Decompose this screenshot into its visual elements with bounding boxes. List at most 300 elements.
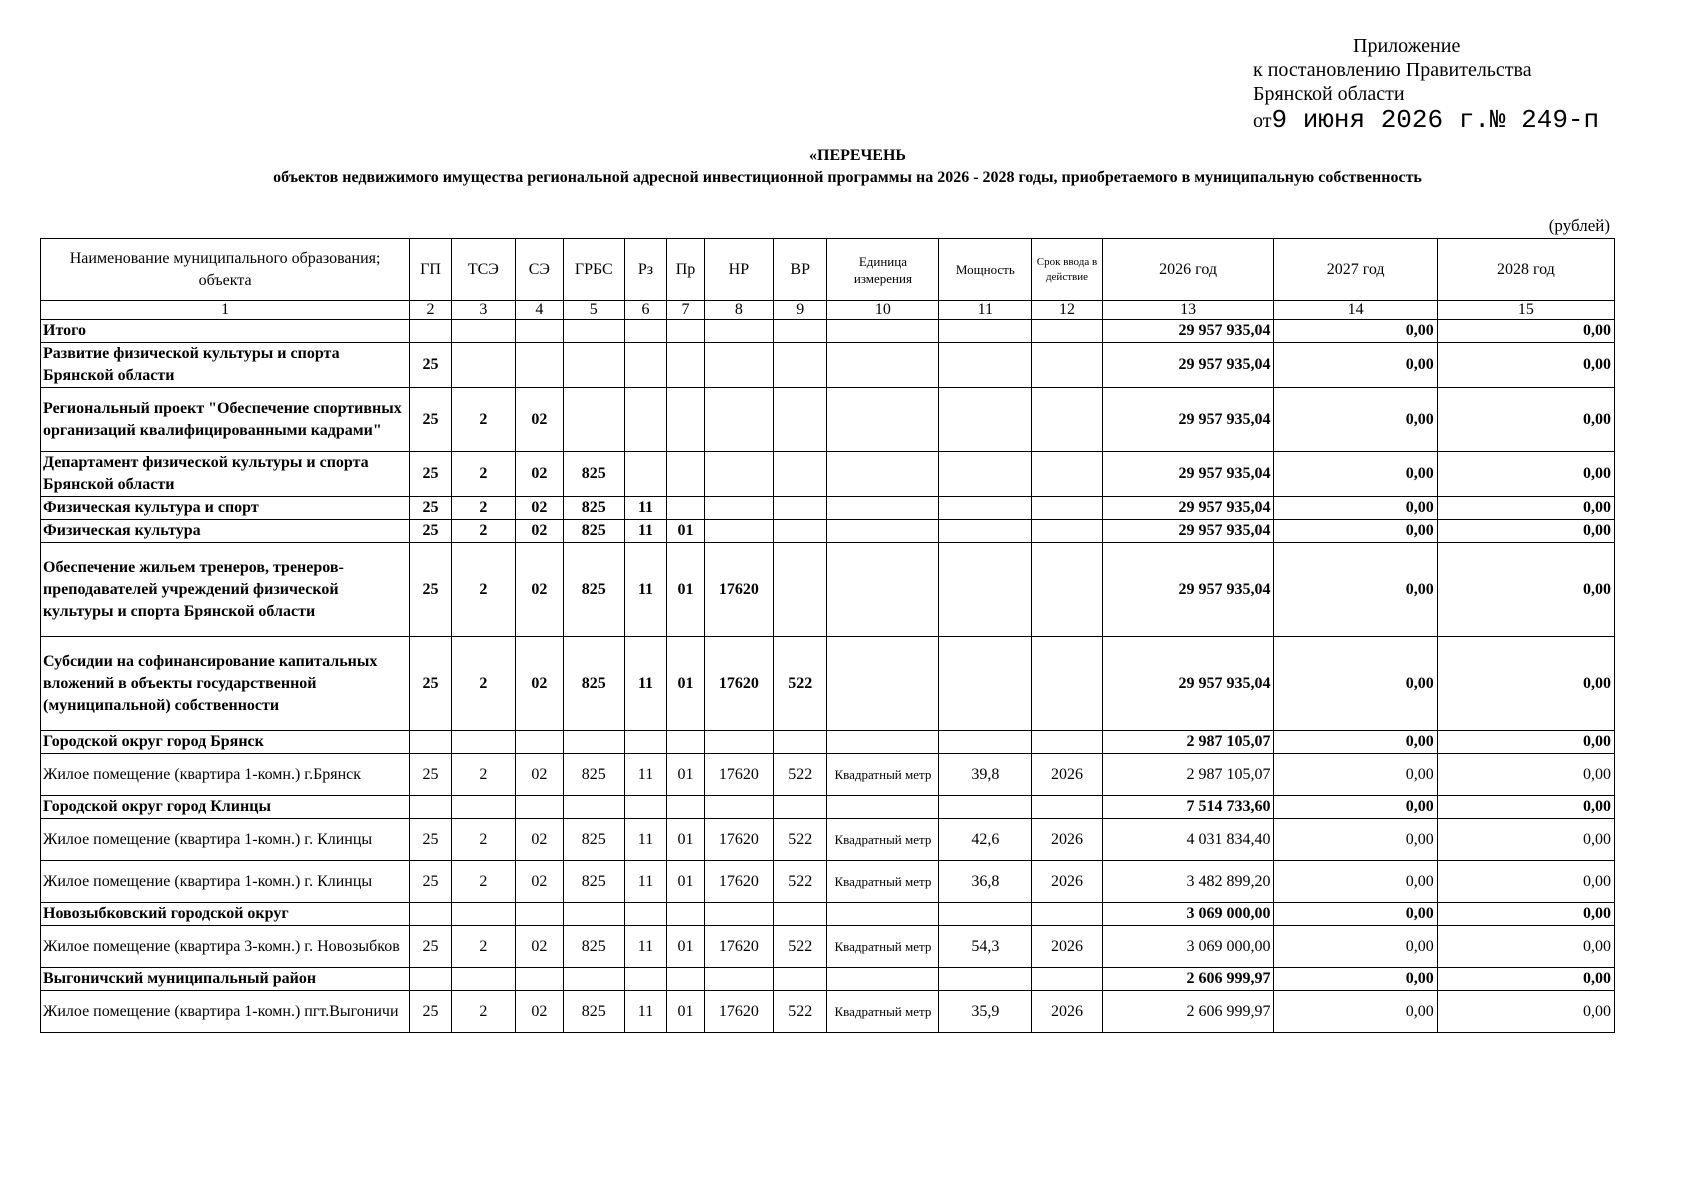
rz-cell: 11	[624, 543, 667, 637]
row-name-cell: Развитие физической культуры и спорта Брянской области	[41, 343, 410, 388]
row-name-cell: Жилое помещение (квартира 3-комн.) г. Новозыбков	[41, 926, 410, 968]
amount-2026-cell: 29 957 935,04	[1102, 497, 1274, 520]
amount-2028-cell: 0,00	[1437, 754, 1614, 796]
row-name-cell: Жилое помещение (квартира 1-комн.) г.Брянск	[41, 754, 410, 796]
amount-2026-cell: 2 987 105,07	[1102, 731, 1274, 754]
grbs-cell: 825	[563, 452, 624, 497]
col-number: 7	[667, 301, 704, 320]
term-cell	[1032, 497, 1102, 520]
grbs-cell: 825	[563, 754, 624, 796]
amount-2027-cell: 0,00	[1274, 452, 1437, 497]
tse-cell	[451, 903, 515, 926]
se-cell	[515, 968, 563, 991]
se-cell	[515, 731, 563, 754]
table-row	[41, 320, 1615, 343]
unit-cell	[827, 543, 939, 637]
col-number: 10	[827, 301, 939, 320]
rz-cell: 11	[624, 520, 667, 543]
pr-cell	[667, 903, 704, 926]
vr-cell	[774, 452, 827, 497]
amount-2028-cell: 0,00	[1437, 796, 1614, 819]
power-cell	[939, 543, 1032, 637]
table-row	[41, 731, 1615, 754]
vr-cell	[774, 320, 827, 343]
investment-table	[40, 238, 1615, 1033]
amount-2026-cell: 3 069 000,00	[1102, 926, 1274, 968]
row-name-cell: Жилое помещение (квартира 1-комн.) г. Клинцы	[41, 819, 410, 861]
term-cell: 2026	[1032, 819, 1102, 861]
row-name-cell: Физическая культура	[41, 520, 410, 543]
document-title	[0, 145, 1695, 189]
header-row	[41, 239, 1615, 301]
title-line-1: «ПЕРЕЧЕНЬ	[809, 147, 906, 164]
amount-2028-cell: 0,00	[1437, 991, 1614, 1033]
order-reference	[1253, 105, 1600, 135]
rz-cell	[624, 796, 667, 819]
term-cell: 2026	[1032, 861, 1102, 903]
grbs-cell: 825	[563, 991, 624, 1033]
vr-cell	[774, 968, 827, 991]
power-cell	[939, 968, 1032, 991]
pr-cell	[667, 320, 704, 343]
amount-2028-cell: 0,00	[1437, 968, 1614, 991]
rz-cell	[624, 320, 667, 343]
power-cell	[939, 731, 1032, 754]
amount-2026-cell: 29 957 935,04	[1102, 343, 1274, 388]
col-number: 5	[563, 301, 624, 320]
nr-cell: 17620	[704, 543, 773, 637]
amount-2028-cell: 0,00	[1437, 819, 1614, 861]
nr-cell	[704, 520, 773, 543]
amount-2026-cell: 29 957 935,04	[1102, 543, 1274, 637]
amount-2026-cell: 29 957 935,04	[1102, 637, 1274, 731]
unit-cell	[827, 968, 939, 991]
rz-cell	[624, 388, 667, 452]
nr-cell	[704, 497, 773, 520]
appendix-line-2: к постановлению Правительства	[1253, 59, 1532, 81]
power-cell: 35,9	[939, 991, 1032, 1033]
grbs-cell	[563, 796, 624, 819]
term-cell	[1032, 520, 1102, 543]
tse-cell: 2	[451, 754, 515, 796]
power-cell	[939, 520, 1032, 543]
unit-cell: Квадратный метр	[827, 926, 939, 968]
amount-2027-cell: 0,00	[1274, 388, 1437, 452]
pr-cell	[667, 343, 704, 388]
row-name-cell: Обеспечение жильем тренеров, тренеров-преподавателей учреждений физической культуры и спорта Брянской области	[41, 543, 410, 637]
unit-cell	[827, 796, 939, 819]
tse-cell	[451, 796, 515, 819]
nr-cell: 17620	[704, 991, 773, 1033]
grbs-cell: 825	[563, 861, 624, 903]
vr-cell	[774, 388, 827, 452]
appendix-line-3: Брянской области	[1253, 83, 1405, 105]
power-cell: 54,3	[939, 926, 1032, 968]
pr-cell: 01	[667, 926, 704, 968]
unit-cell	[827, 903, 939, 926]
amount-2026-cell: 7 514 733,60	[1102, 796, 1274, 819]
tse-cell	[451, 343, 515, 388]
col-number: 3	[451, 301, 515, 320]
tse-cell: 2	[451, 543, 515, 637]
col-header-vr: ВР	[774, 239, 827, 301]
amount-2028-cell: 0,00	[1437, 731, 1614, 754]
order-prefix: от	[1253, 110, 1272, 132]
row-name-cell: Жилое помещение (квартира 1-комн.) пгт.Выгоничи	[41, 991, 410, 1033]
gp-cell: 25	[410, 520, 452, 543]
vr-cell	[774, 903, 827, 926]
amount-2027-cell: 0,00	[1274, 637, 1437, 731]
term-cell	[1032, 796, 1102, 819]
col-number: 9	[774, 301, 827, 320]
term-cell: 2026	[1032, 754, 1102, 796]
unit-cell	[827, 452, 939, 497]
unit-cell: Квадратный метр	[827, 991, 939, 1033]
power-cell	[939, 637, 1032, 731]
amount-2027-cell: 0,00	[1274, 754, 1437, 796]
row-name-cell: Городской округ город Клинцы	[41, 796, 410, 819]
row-name-cell: Физическая культура и спорт	[41, 497, 410, 520]
rz-cell: 11	[624, 754, 667, 796]
grbs-cell	[563, 903, 624, 926]
table-row	[41, 819, 1615, 861]
nr-cell	[704, 343, 773, 388]
col-number: 12	[1032, 301, 1102, 320]
tse-cell: 2	[451, 926, 515, 968]
gp-cell: 25	[410, 819, 452, 861]
grbs-cell	[563, 320, 624, 343]
se-cell: 02	[515, 754, 563, 796]
nr-cell: 17620	[704, 819, 773, 861]
col-number: 11	[939, 301, 1032, 320]
col-header-nr: НР	[704, 239, 773, 301]
row-name-cell: Департамент физической культуры и спорта Брянской области	[41, 452, 410, 497]
gp-cell: 25	[410, 543, 452, 637]
rz-cell	[624, 731, 667, 754]
title-line-2: объектов недвижимого имущества региональной адресной инвестиционной программы на 2026 - 2028 годы, приобретаемого в муниципальную собственность	[273, 169, 1422, 186]
gp-cell: 25	[410, 343, 452, 388]
se-cell: 02	[515, 520, 563, 543]
col-number: 13	[1102, 301, 1274, 320]
rz-cell: 11	[624, 637, 667, 731]
rz-cell: 11	[624, 819, 667, 861]
nr-cell: 17620	[704, 754, 773, 796]
amount-2027-cell: 0,00	[1274, 991, 1437, 1033]
amount-2027-cell: 0,00	[1274, 343, 1437, 388]
rz-cell	[624, 452, 667, 497]
grbs-cell: 825	[563, 819, 624, 861]
amount-2028-cell: 0,00	[1437, 543, 1614, 637]
col-header-rz: Рз	[624, 239, 667, 301]
unit-cell	[827, 320, 939, 343]
se-cell: 02	[515, 991, 563, 1033]
vr-cell	[774, 796, 827, 819]
order-number: 9 июня 2026 г.№ 249-п	[1271, 105, 1600, 135]
unit-cell	[827, 637, 939, 731]
tse-cell: 2	[451, 637, 515, 731]
se-cell: 02	[515, 637, 563, 731]
pr-cell: 01	[667, 520, 704, 543]
gp-cell	[410, 796, 452, 819]
vr-cell: 522	[774, 861, 827, 903]
nr-cell	[704, 452, 773, 497]
table-row	[41, 543, 1615, 637]
unit-cell: Квадратный метр	[827, 861, 939, 903]
table-row	[41, 497, 1615, 520]
amount-2026-cell: 3 482 899,20	[1102, 861, 1274, 903]
power-cell	[939, 388, 1032, 452]
amount-2027-cell: 0,00	[1274, 497, 1437, 520]
nr-cell: 17620	[704, 861, 773, 903]
pr-cell	[667, 731, 704, 754]
nr-cell	[704, 796, 773, 819]
table-row	[41, 343, 1615, 388]
nr-cell: 17620	[704, 637, 773, 731]
col-number: 4	[515, 301, 563, 320]
grbs-cell: 825	[563, 497, 624, 520]
appendix-header	[1253, 34, 1599, 133]
vr-cell	[774, 497, 827, 520]
power-cell: 42,6	[939, 819, 1032, 861]
amount-2026-cell: 3 069 000,00	[1102, 903, 1274, 926]
nr-cell	[704, 731, 773, 754]
vr-cell: 522	[774, 991, 827, 1033]
col-header-gp: ГП	[410, 239, 452, 301]
vr-cell	[774, 343, 827, 388]
nr-cell	[704, 968, 773, 991]
se-cell: 02	[515, 861, 563, 903]
gp-cell: 25	[410, 388, 452, 452]
unit-cell	[827, 520, 939, 543]
gp-cell	[410, 903, 452, 926]
amount-2026-cell: 2 606 999,97	[1102, 968, 1274, 991]
row-name-cell: Городской округ город Брянск	[41, 731, 410, 754]
table-row	[41, 991, 1615, 1033]
unit-cell: Квадратный метр	[827, 754, 939, 796]
unit-cell	[827, 388, 939, 452]
amount-2028-cell: 0,00	[1437, 903, 1614, 926]
pr-cell: 01	[667, 991, 704, 1033]
row-name-cell: Итого	[41, 320, 410, 343]
gp-cell: 25	[410, 452, 452, 497]
amount-2027-cell: 0,00	[1274, 861, 1437, 903]
rz-cell: 11	[624, 926, 667, 968]
row-name-cell: Субсидии на софинансирование капитальных вложений в объекты государственной (муниципальной) собственности	[41, 637, 410, 731]
tse-cell	[451, 320, 515, 343]
pr-cell: 01	[667, 861, 704, 903]
tse-cell: 2	[451, 861, 515, 903]
row-name-cell: Жилое помещение (квартира 1-комн.) г. Клинцы	[41, 861, 410, 903]
nr-cell	[704, 320, 773, 343]
pr-cell: 01	[667, 819, 704, 861]
amount-2028-cell: 0,00	[1437, 320, 1614, 343]
table-row	[41, 861, 1615, 903]
amount-2026-cell: 29 957 935,04	[1102, 320, 1274, 343]
amount-2028-cell: 0,00	[1437, 520, 1614, 543]
grbs-cell	[563, 388, 624, 452]
se-cell: 02	[515, 388, 563, 452]
col-header-grbs: ГРБС	[563, 239, 624, 301]
nr-cell	[704, 388, 773, 452]
amount-2028-cell: 0,00	[1437, 637, 1614, 731]
se-cell: 02	[515, 926, 563, 968]
power-cell	[939, 796, 1032, 819]
col-header-name: Наименование муниципального образования; объекта	[41, 239, 410, 301]
pr-cell	[667, 388, 704, 452]
tse-cell	[451, 968, 515, 991]
power-cell	[939, 320, 1032, 343]
se-cell: 02	[515, 819, 563, 861]
amount-2027-cell: 0,00	[1274, 520, 1437, 543]
col-header-2028: 2028 год	[1437, 239, 1614, 301]
col-number: 8	[704, 301, 773, 320]
tse-cell: 2	[451, 819, 515, 861]
gp-cell: 25	[410, 754, 452, 796]
appendix-line-1: Приложение	[1353, 35, 1461, 57]
unit-cell	[827, 343, 939, 388]
amount-2026-cell: 29 957 935,04	[1102, 520, 1274, 543]
row-name-cell: Новозыбковский городской округ	[41, 903, 410, 926]
gp-cell: 25	[410, 861, 452, 903]
rz-cell: 11	[624, 991, 667, 1033]
amount-2028-cell: 0,00	[1437, 497, 1614, 520]
amount-2027-cell: 0,00	[1274, 731, 1437, 754]
grbs-cell: 825	[563, 637, 624, 731]
amount-2028-cell: 0,00	[1437, 861, 1614, 903]
amount-2027-cell: 0,00	[1274, 796, 1437, 819]
table-row	[41, 637, 1615, 731]
power-cell	[939, 343, 1032, 388]
term-cell	[1032, 968, 1102, 991]
amount-2027-cell: 0,00	[1274, 320, 1437, 343]
term-cell	[1032, 320, 1102, 343]
tse-cell: 2	[451, 520, 515, 543]
amount-2026-cell: 29 957 935,04	[1102, 388, 1274, 452]
table-row	[41, 388, 1615, 452]
grbs-cell: 825	[563, 543, 624, 637]
gp-cell	[410, 968, 452, 991]
rz-cell	[624, 343, 667, 388]
term-cell	[1032, 637, 1102, 731]
amount-2027-cell: 0,00	[1274, 543, 1437, 637]
col-header-power: Мощность	[939, 239, 1032, 301]
amount-2026-cell: 4 031 834,40	[1102, 819, 1274, 861]
col-header-2026: 2026 год	[1102, 239, 1274, 301]
amount-2026-cell: 2 606 999,97	[1102, 991, 1274, 1033]
vr-cell: 522	[774, 754, 827, 796]
col-header-term: Срок ввода в действие	[1032, 239, 1102, 301]
pr-cell	[667, 796, 704, 819]
col-number: 14	[1274, 301, 1437, 320]
term-cell	[1032, 903, 1102, 926]
gp-cell	[410, 731, 452, 754]
table-row	[41, 926, 1615, 968]
unit-cell	[827, 497, 939, 520]
table-row	[41, 754, 1615, 796]
table-row	[41, 520, 1615, 543]
se-cell	[515, 320, 563, 343]
unit-cell	[827, 731, 939, 754]
term-cell: 2026	[1032, 991, 1102, 1033]
se-cell: 02	[515, 543, 563, 637]
column-number-row	[41, 301, 1615, 320]
col-header-se: СЭ	[515, 239, 563, 301]
vr-cell	[774, 543, 827, 637]
vr-cell: 522	[774, 926, 827, 968]
power-cell	[939, 903, 1032, 926]
tse-cell: 2	[451, 388, 515, 452]
gp-cell: 25	[410, 497, 452, 520]
gp-cell: 25	[410, 637, 452, 731]
rz-cell	[624, 903, 667, 926]
gp-cell: 25	[410, 926, 452, 968]
term-cell	[1032, 343, 1102, 388]
table-row	[41, 903, 1615, 926]
term-cell: 2026	[1032, 926, 1102, 968]
amount-2027-cell: 0,00	[1274, 819, 1437, 861]
tse-cell: 2	[451, 991, 515, 1033]
pr-cell	[667, 497, 704, 520]
col-header-pr: Пр	[667, 239, 704, 301]
vr-cell	[774, 520, 827, 543]
amount-2028-cell: 0,00	[1437, 452, 1614, 497]
se-cell: 02	[515, 452, 563, 497]
power-cell	[939, 452, 1032, 497]
col-header-unit: Единица измерения	[827, 239, 939, 301]
term-cell	[1032, 543, 1102, 637]
amount-2026-cell: 2 987 105,07	[1102, 754, 1274, 796]
nr-cell	[704, 903, 773, 926]
amount-2028-cell: 0,00	[1437, 926, 1614, 968]
row-name-cell: Региональный проект "Обеспечение спортивных организаций квалифицированными кадрами"	[41, 388, 410, 452]
vr-cell: 522	[774, 819, 827, 861]
pr-cell: 01	[667, 637, 704, 731]
table-row	[41, 796, 1615, 819]
pr-cell: 01	[667, 543, 704, 637]
power-cell: 36,8	[939, 861, 1032, 903]
grbs-cell	[563, 968, 624, 991]
tse-cell: 2	[451, 452, 515, 497]
grbs-cell	[563, 731, 624, 754]
grbs-cell	[563, 343, 624, 388]
tse-cell: 2	[451, 497, 515, 520]
amount-2028-cell: 0,00	[1437, 343, 1614, 388]
pr-cell	[667, 968, 704, 991]
gp-cell: 25	[410, 991, 452, 1033]
table-row	[41, 968, 1615, 991]
pr-cell: 01	[667, 754, 704, 796]
col-number: 1	[41, 301, 410, 320]
amount-2027-cell: 0,00	[1274, 926, 1437, 968]
power-cell	[939, 497, 1032, 520]
term-cell	[1032, 388, 1102, 452]
vr-cell	[774, 731, 827, 754]
col-header-2027: 2027 год	[1274, 239, 1437, 301]
amount-2026-cell: 29 957 935,04	[1102, 452, 1274, 497]
col-number: 6	[624, 301, 667, 320]
term-cell	[1032, 452, 1102, 497]
se-cell: 02	[515, 497, 563, 520]
amount-2027-cell: 0,00	[1274, 968, 1437, 991]
col-number: 15	[1437, 301, 1614, 320]
nr-cell: 17620	[704, 926, 773, 968]
tse-cell	[451, 731, 515, 754]
rz-cell: 11	[624, 861, 667, 903]
row-name-cell: Выгоничский муниципальный район	[41, 968, 410, 991]
pr-cell	[667, 452, 704, 497]
term-cell	[1032, 731, 1102, 754]
vr-cell: 522	[774, 637, 827, 731]
